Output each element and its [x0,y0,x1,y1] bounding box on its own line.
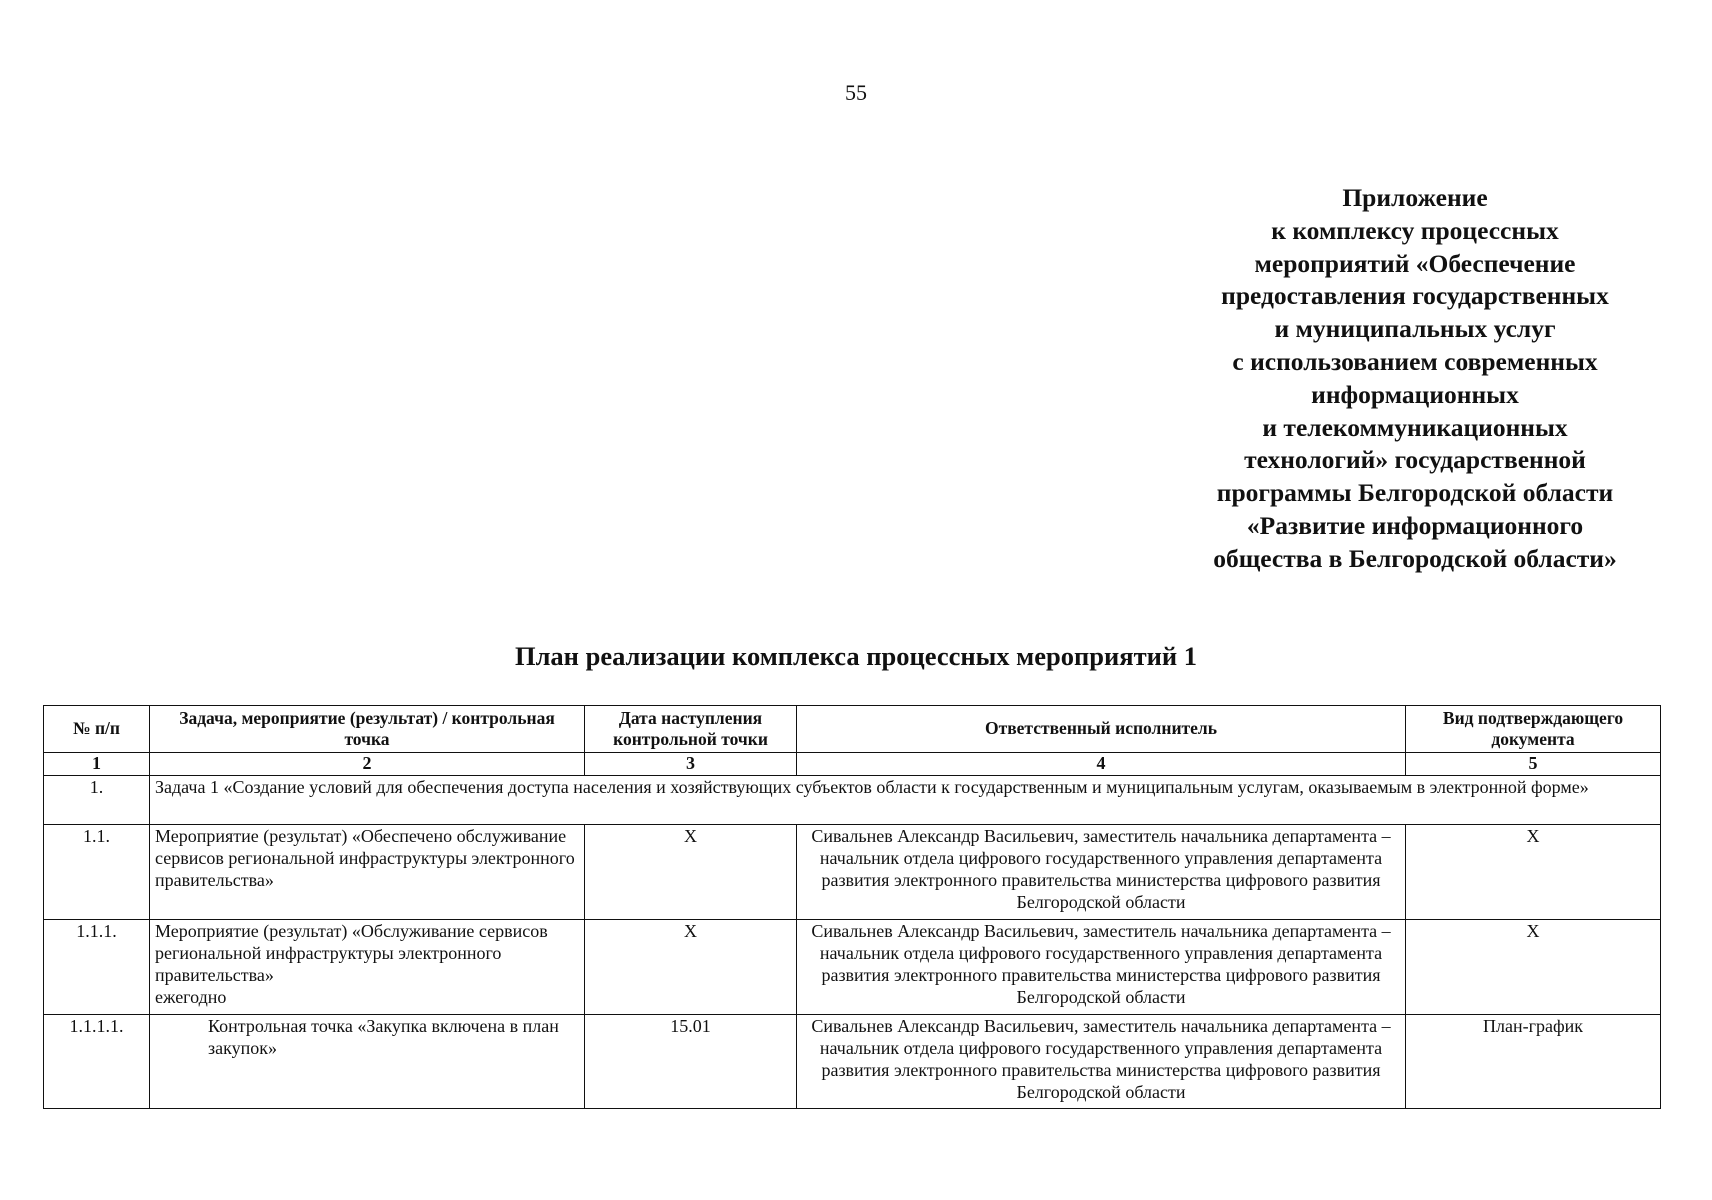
row-date: 15.01 [585,1015,797,1109]
row-executor: Сивальнев Александр Васильевич, заместитель начальника департамента – начальник отдела цифрового государственного управления департамента развития электронного правительства министерства цифрового развития Белгородской области [797,825,1406,920]
row-number: 1.1.1.1. [44,1015,150,1109]
column-number: 3 [585,753,797,776]
appendix-line: информационных [1311,379,1519,409]
column-number: 2 [150,753,585,776]
table-row [44,1015,1661,1109]
page-number: 55 [845,80,867,105]
row-document: Х [1406,825,1661,920]
row-name: Мероприятие (результат) «Обслуживание сервисов региональной инфраструктуры электронного правительства» ежегодно [150,920,585,1015]
task-row [44,776,1661,825]
row-name: Мероприятие (результат) «Обеспечено обслуживание сервисов региональной инфраструктуры электронного правительства» [150,825,585,920]
row-number: 1.1.1. [44,920,150,1015]
appendix-line: технологий» государственной [1244,445,1586,475]
appendix-line: мероприятий «Обеспечение [1254,248,1576,278]
appendix-line: с использованием современных [1232,346,1598,376]
column-number: 4 [797,753,1406,776]
row-document: План-график [1406,1015,1661,1109]
row-executor: Сивальнев Александр Васильевич, заместитель начальника департамента – начальник отдела цифрового государственного управления департамента развития электронного правительства министерства цифрового развития Белгородской области [797,1015,1406,1109]
header-number: № п/п [44,706,150,753]
row-name: Контрольная точка «Закупка включена в план закупок» [150,1015,585,1109]
row-date: Х [585,920,797,1015]
row-document: Х [1406,920,1661,1015]
column-number: 1 [44,753,150,776]
task-text: Задача 1 «Создание условий для обеспечения доступа населения и хозяйствующих субъектов области к государственным и муниципальным услугам, оказываемым в электронной форме» [150,776,1661,825]
header-task: Задача, мероприятие (результат) / контрольная точка [150,706,585,753]
header-date: Дата наступления контрольной точки [585,706,797,753]
appendix-line: и муниципальных услуг [1274,314,1556,344]
appendix-line: к комплексу процессных [1271,215,1559,245]
header-document: Вид подтверждающего документа [1406,706,1661,753]
column-number: 5 [1406,753,1661,776]
appendix-line: Приложение [1342,183,1488,212]
appendix-line: общества в Белгородской области» [1213,543,1617,573]
plan-table [43,705,1661,1109]
table-row [44,825,1661,920]
row-executor: Сивальнев Александр Васильевич, заместитель начальника департамента – начальник отдела цифрового государственного управления департамента развития электронного правительства министерства цифрового развития Белгородской области [797,920,1406,1015]
appendix-heading [1160,182,1670,576]
appendix-line: и телекоммуникационных [1262,412,1568,442]
table-header-row [44,706,1661,753]
appendix-line: программы Белгородской области [1216,478,1614,508]
column-number-row [44,753,1661,776]
table-row [44,920,1661,1015]
row-date: Х [585,825,797,920]
header-executor: Ответственный исполнитель [797,706,1406,753]
appendix-line: предоставления государственных [1221,281,1609,311]
task-number: 1. [44,776,150,825]
plan-title: План реализации комплекса процессных мероприятий 1 [514,641,1198,671]
appendix-line: «Развитие информационного [1246,510,1584,540]
row-number: 1.1. [44,825,150,920]
